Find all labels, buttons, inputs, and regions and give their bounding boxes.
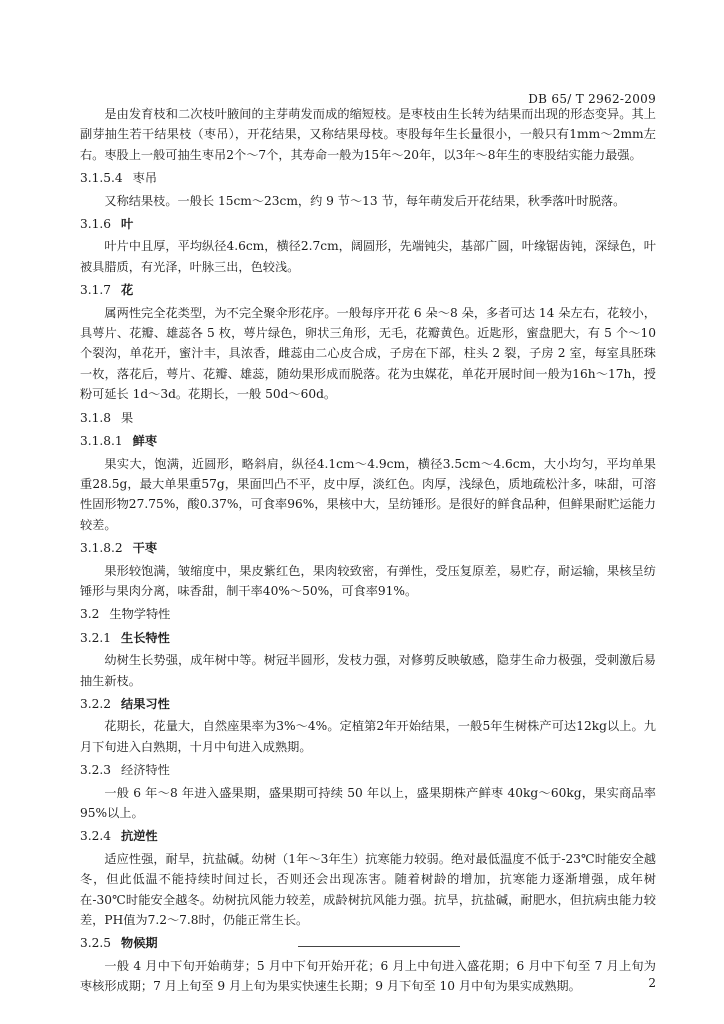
- heading-3-1-7: [80, 280, 656, 300]
- heading-number: 3.1.6: [80, 217, 112, 232]
- heading-number: 3.1.8: [80, 410, 112, 425]
- heading-number: 3.2.4: [80, 829, 112, 844]
- heading-3-2-2: [80, 694, 656, 714]
- heading-3-1-5-4: [80, 168, 656, 188]
- heading-3-1-8: [80, 408, 656, 428]
- heading-title: 花: [121, 283, 134, 298]
- heading-number: 3.2.2: [80, 696, 112, 711]
- heading-title: 干枣: [132, 541, 158, 556]
- paragraph-flower: 属两性完全花类型，为不完全聚伞形花序。一般每序开花 6 朵～8 朵，多者可达 14 朵左右，花较小，具萼片、花瓣、雄蕊各 5 枚，萼片绿色，卵状三角形，无毛，花瓣黄色。近匙形，蜜盘肥大，有 5 个～10 个裂沟，单花开，蜜汁丰，具浓香，雌蕊由二心皮合成，子房在下部，柱头 2 裂，子房 2 室，每室具胚珠一枚，落花后，萼片、花瓣、雄蕊，随幼果形成而脱落。花为虫媒花，单花开展时间一般为16h～17h，授粉可延长 1d～3d。花期长，一般 50d～60d。: [80, 305, 656, 402]
- paragraph-zaodiao: 又称结果枝。一般长 15cm～23cm，约 9 节～13 节，每年萌发后开花结果，秋季落叶时脱落。: [104, 193, 626, 208]
- heading-number: 3.2.1: [80, 630, 112, 645]
- heading-title: 物候期: [121, 936, 158, 951]
- heading-title: 生长特性: [121, 630, 170, 645]
- heading-3-2-5: [80, 933, 656, 953]
- paragraph-phenology: 一般 4 月中下旬开始萌芽；5 月中下旬开始开花；6 月上中旬进入盛花期；6 月中下旬至 7 月上旬为枣核形成期；7 月上旬至 9 月上旬为果实快速生长期；9 月下旬至 10 月中旬为果实成熟期。: [80, 958, 656, 994]
- heading-3-2: [80, 604, 656, 624]
- heading-number: 3.1.5.4: [80, 171, 123, 186]
- heading-title: 生物学特性: [109, 607, 171, 622]
- heading-number: 3.2: [80, 607, 100, 622]
- paragraph-dried-jujube: 果形较饱满，皱缩度中，果皮紫红色，果肉较致密，有弹性，受压复原差，易贮存，耐运输，果核呈纺锤形与果肉分离，味香甜，制干率40%～50%，可食率91%。: [80, 563, 656, 598]
- heading-title: 抗逆性: [121, 829, 158, 844]
- heading-title: 鲜枣: [132, 434, 158, 449]
- paragraph-zaogu: 是由发育枝和二次枝叶腋间的主芽萌发而成的缩短枝。是枣枝由生长转为结果而出现的形态变异。其上副芽抽生若干结果枝（枣吊），开花结果，又称结果母枝。枣股每年生长量很小，一般只有1mm～2mm左右。枣股上一般可抽生枣吊2个～7个，其寿命一般为15年～20年，以3年～8年生的枣股结实能力最强。: [80, 107, 656, 162]
- heading-title: 经济特性: [121, 763, 170, 778]
- heading-3-1-6: [80, 214, 656, 234]
- heading-title: 枣吊: [132, 171, 158, 186]
- paragraph-growth: 幼树生长势强，成年树中等。树冠半圆形，发枝力强，对修剪反映敏感，隐芽生命力极强，受刺激后易抽生新枝。: [80, 653, 656, 688]
- paragraph-leaf: 叶片中且厚，平均纵径4.6cm，横径2.7cm，阔圆形，先端钝尖，基部广圆，叶缘锯齿钝，深绿色，叶被具腊质，有光泽，叶脉三出，色较浅。: [80, 239, 656, 274]
- heading-3-2-4: [80, 826, 656, 846]
- heading-number: 3.1.7: [80, 283, 112, 298]
- heading-title: 果: [121, 410, 134, 425]
- document-code: DB 65/ T 2962-2009: [528, 92, 656, 106]
- heading-3-1-8-1: [80, 431, 656, 451]
- heading-3-1-8-2: [80, 538, 656, 558]
- paragraph-economic: 一般 6 年～8 年进入盛果期，盛果期可持续 50 年以上，盛果期株产鲜枣 40kg～60kg，果实商品率95%以上。: [80, 785, 656, 820]
- heading-3-2-1: [80, 628, 656, 648]
- paragraph-fresh-jujube: 果实大，饱满，近圆形，略斜肩，纵径4.1cm～4.9cm，横径3.5cm～4.6cm，大小均匀，平均单果重28.5g，最大单果重57g，果面凹凸不平，皮中厚，淡红色。肉厚，浅绿色，质地疏松汁多，味甜，可溶性固形物27.75%，酸0.37%，可食率96%，果核中大，呈纺锤形。是很好的鲜食品种，但鲜果耐贮运能力较差。: [80, 456, 656, 532]
- heading-number: 3.2.5: [80, 936, 112, 951]
- heading-number: 3.2.3: [80, 763, 112, 778]
- paragraph-resistance: 适应性强，耐旱，抗盐碱。幼树（1年～3年生）抗寒能力较弱。绝对最低温度不低于-23℃时能安全越冬，但此低温不能持续时间过长，否则还会出现冻害。随着树龄的增加，抗寒能力逐渐增强，成年树在-30℃时能安全越冬。幼树抗风能力较差，成龄树抗风能力强。抗旱，抗盐碱，耐肥水，但抗病虫能力较差，PH值为7.2～7.8时，仍能正常生长。: [80, 851, 656, 928]
- heading-number: 3.1.8.1: [80, 434, 123, 449]
- heading-title: 叶: [121, 217, 134, 232]
- document-body: [80, 104, 656, 997]
- page-number: 2: [648, 976, 656, 990]
- heading-title: 结果习性: [121, 696, 170, 711]
- heading-number: 3.1.8.2: [80, 541, 123, 556]
- heading-3-2-3: [80, 760, 656, 780]
- paragraph-fruiting: 花期长，花量大，自然座果率为3%～4%。定植第2年开始结果，一般5年生树株产可达12kg以上。九月下旬进入白熟期，十月中旬进入成熟期。: [80, 719, 656, 754]
- footer-divider: [298, 946, 460, 947]
